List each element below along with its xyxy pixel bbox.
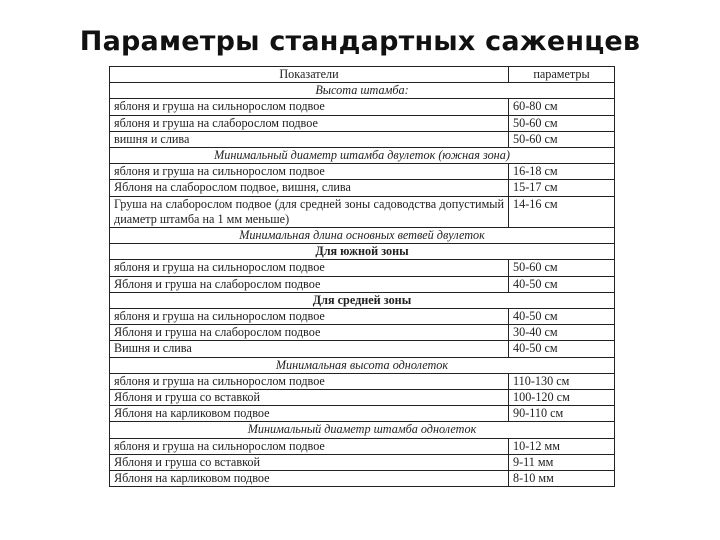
parameter-value-cell: 15-17 см bbox=[509, 180, 615, 196]
indicator-cell: яблоня и груша на сильнорослом подвое bbox=[110, 164, 509, 180]
parameter-value-cell: 40-50 см bbox=[509, 341, 615, 357]
subsection-header-row bbox=[110, 244, 615, 260]
indicator-cell: Груша на слаборослом подвое (для средней зоны садоводства допустимый диаметр штамба на 1 мм меньше) bbox=[110, 196, 509, 227]
parameter-value-cell: 14-16 см bbox=[509, 196, 615, 227]
parameter-value-cell: 90-110 см bbox=[509, 406, 615, 422]
table-row bbox=[110, 131, 615, 147]
parameter-value-cell: 100-120 см bbox=[509, 390, 615, 406]
column-header-parameters: параметры bbox=[509, 67, 615, 83]
parameter-value-cell: 10-12 мм bbox=[509, 438, 615, 454]
table-body bbox=[110, 67, 615, 487]
parameters-table-container bbox=[109, 66, 612, 487]
indicator-cell: яблоня и груша на сильнорослом подвое bbox=[110, 260, 509, 276]
indicator-cell: яблоня и груша на сильнорослом подвое bbox=[110, 438, 509, 454]
indicator-cell: Яблоня на карликовом подвое bbox=[110, 471, 509, 487]
indicator-cell: Вишня и слива bbox=[110, 341, 509, 357]
table-row bbox=[110, 406, 615, 422]
parameter-value-cell: 50-60 см bbox=[509, 131, 615, 147]
table-row bbox=[110, 164, 615, 180]
table-row bbox=[110, 373, 615, 389]
table-row bbox=[110, 471, 615, 487]
section-label: Минимальная высота однолеток bbox=[110, 357, 615, 373]
table-row bbox=[110, 115, 615, 131]
table-row bbox=[110, 325, 615, 341]
parameter-value-cell: 50-60 см bbox=[509, 115, 615, 131]
section-label: Минимальный диаметр штамба двулеток (южная зона) bbox=[110, 148, 615, 164]
page-title: Параметры стандартных саженцев bbox=[79, 26, 641, 57]
table-row bbox=[110, 341, 615, 357]
table-row bbox=[110, 99, 615, 115]
indicator-cell: Яблоня на слаборослом подвое, вишня, слива bbox=[110, 180, 509, 196]
indicator-cell: яблоня и груша на слаборослом подвое bbox=[110, 115, 509, 131]
parameter-value-cell: 8-10 мм bbox=[509, 471, 615, 487]
section-header-row bbox=[110, 228, 615, 244]
parameter-value-cell: 60-80 см bbox=[509, 99, 615, 115]
parameter-value-cell: 9-11 мм bbox=[509, 454, 615, 470]
section-label: Минимальный диаметр штамба однолеток bbox=[110, 422, 615, 438]
subsection-header-row bbox=[110, 292, 615, 308]
table-row bbox=[110, 196, 615, 227]
indicator-cell: яблоня и груша на сильнорослом подвое bbox=[110, 309, 509, 325]
indicator-cell: Яблоня на карликовом подвое bbox=[110, 406, 509, 422]
subsection-label: Для средней зоны bbox=[110, 292, 615, 308]
parameter-value-cell: 16-18 см bbox=[509, 164, 615, 180]
parameters-table bbox=[109, 66, 615, 487]
section-header-row bbox=[110, 357, 615, 373]
parameter-value-cell: 50-60 см bbox=[509, 260, 615, 276]
table-row bbox=[110, 454, 615, 470]
column-header-indicators: Показатели bbox=[110, 67, 509, 83]
table-row bbox=[110, 390, 615, 406]
indicator-cell: яблоня и груша на сильнорослом подвое bbox=[110, 99, 509, 115]
table-row bbox=[110, 276, 615, 292]
table-header-row bbox=[110, 67, 615, 83]
section-label: Высота штамба: bbox=[110, 83, 615, 99]
parameter-value-cell: 40-50 см bbox=[509, 276, 615, 292]
table-row bbox=[110, 180, 615, 196]
indicator-cell: Яблоня и груша со вставкой bbox=[110, 390, 509, 406]
parameter-value-cell: 110-130 см bbox=[509, 373, 615, 389]
table-row bbox=[110, 260, 615, 276]
indicator-cell: вишня и слива bbox=[110, 131, 509, 147]
table-row bbox=[110, 309, 615, 325]
section-header-row bbox=[110, 422, 615, 438]
section-label: Минимальная длина основных ветвей двулеток bbox=[110, 228, 615, 244]
parameter-value-cell: 40-50 см bbox=[509, 309, 615, 325]
indicator-cell: Яблоня и груша на слаборослом подвое bbox=[110, 276, 509, 292]
section-header-row bbox=[110, 148, 615, 164]
section-header-row bbox=[110, 83, 615, 99]
table-row bbox=[110, 438, 615, 454]
parameter-value-cell: 30-40 см bbox=[509, 325, 615, 341]
indicator-cell: яблоня и груша на сильнорослом подвое bbox=[110, 373, 509, 389]
indicator-cell: Яблоня и груша на слаборослом подвое bbox=[110, 325, 509, 341]
subsection-label: Для южной зоны bbox=[110, 244, 615, 260]
indicator-cell: Яблоня и груша со вставкой bbox=[110, 454, 509, 470]
